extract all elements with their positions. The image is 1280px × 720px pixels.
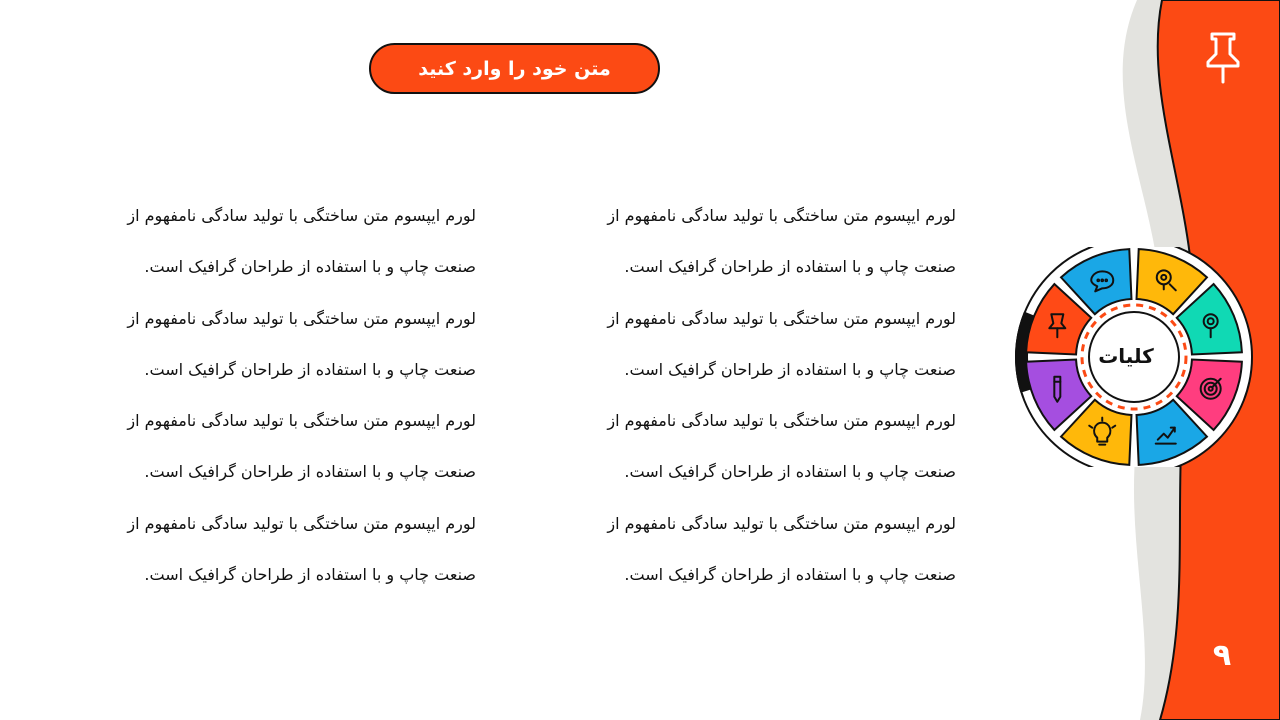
pushpin-icon bbox=[1200, 30, 1246, 86]
paragraph-line: لورم ایپسوم متن ساختگی با تولید سادگی نامفهوم از bbox=[127, 513, 476, 533]
paragraph-line: صنعت چاپ و با استفاده از طراحان گرافیک است. bbox=[624, 359, 956, 379]
paragraph-line: صنعت چاپ و با استفاده از طراحان گرافیک است. bbox=[624, 462, 956, 482]
paragraph-line: صنعت چاپ و با استفاده از طراحان گرافیک است. bbox=[144, 462, 476, 482]
paragraph-line: لورم ایپسوم متن ساختگی با تولید سادگی نامفهوم از bbox=[127, 308, 476, 328]
paragraph-line: لورم ایپسوم متن ساختگی با تولید سادگی نامفهوم از bbox=[607, 411, 956, 431]
paragraph-line: لورم ایپسوم متن ساختگی با تولید سادگی نامفهوم از bbox=[127, 206, 476, 225]
paragraph-line: لورم ایپسوم متن ساختگی با تولید سادگی نامفهوم از bbox=[127, 411, 476, 431]
wheel-center-label: کلیات bbox=[1098, 344, 1154, 368]
text-column-left bbox=[80, 190, 476, 600]
paragraph-line: لورم ایپسوم متن ساختگی با تولید سادگی نامفهوم از bbox=[607, 206, 956, 225]
paragraph-line: لورم ایپسوم متن ساختگی با تولید سادگی نامفهوم از bbox=[607, 513, 956, 533]
title-text: متن خود را وارد کنید bbox=[418, 57, 611, 80]
page-number: ۹ bbox=[1212, 638, 1232, 673]
paragraph-line: صنعت چاپ و با استفاده از طراحان گرافیک است. bbox=[624, 257, 956, 277]
paragraph-line: لورم ایپسوم متن ساختگی با تولید سادگی نامفهوم از bbox=[607, 308, 956, 328]
paragraph-line: صنعت چاپ و با استفاده از طراحان گرافیک است. bbox=[144, 565, 476, 585]
title-banner bbox=[369, 43, 660, 94]
paragraph-line: صنعت چاپ و با استفاده از طراحان گرافیک است. bbox=[624, 565, 956, 585]
paragraph-line: صنعت چاپ و با استفاده از طراحان گرافیک است. bbox=[144, 257, 476, 277]
text-column-right bbox=[560, 190, 956, 600]
paragraph-line: صنعت چاپ و با استفاده از طراحان گرافیک است. bbox=[144, 359, 476, 379]
